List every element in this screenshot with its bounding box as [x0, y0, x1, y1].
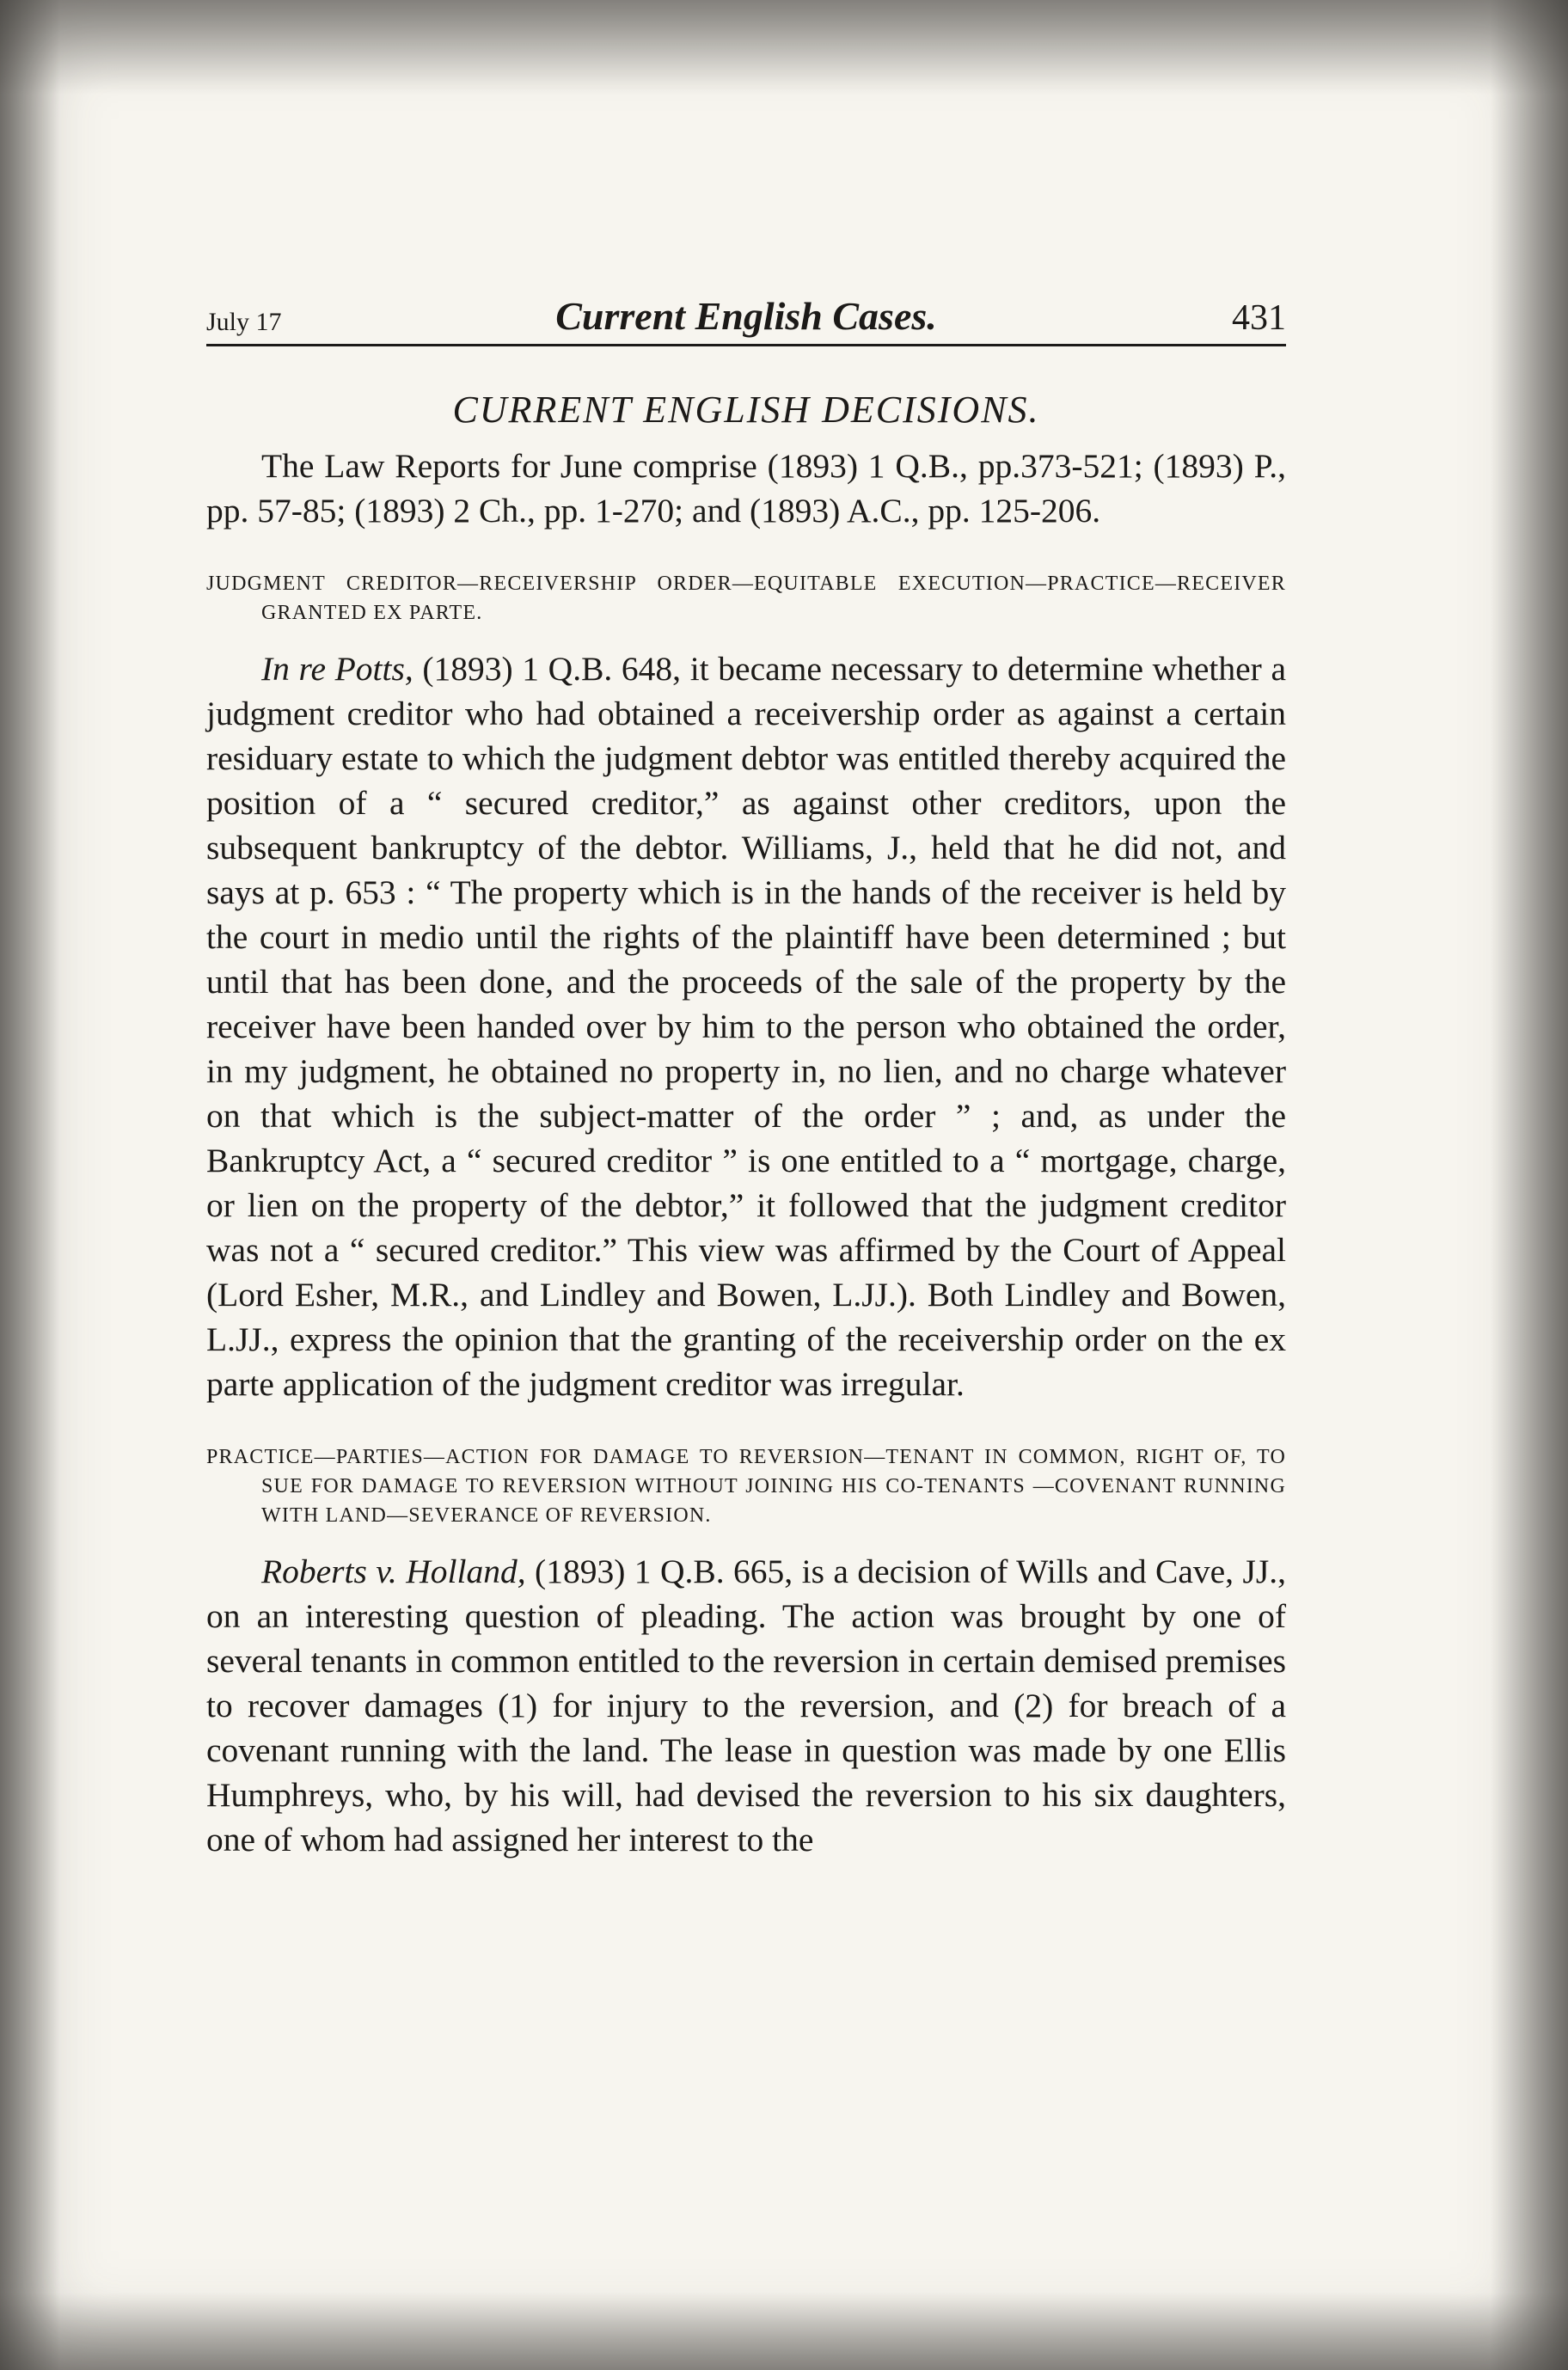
running-head: [206, 275, 1286, 346]
page-number: 431: [1232, 298, 1286, 338]
case-paragraph-2: [206, 1549, 1286, 1862]
scan-edge-bottom: [0, 2293, 1568, 2370]
intro-paragraph: The Law Reports for June comprise (1893) 1 Q.B., pp.373-521; (1893) P., pp. 57-85; (1893) 2 Ch., pp. 1-270; and (1893) A.C., pp. 125-206.: [206, 447, 1286, 530]
running-head-title: Current English Cases.: [555, 294, 937, 338]
case-body-2: (1893) 1 Q.B. 665, is a decision of Wills and Cave, JJ., on an interesting question of pleading. The action was brought by one of several tenants in common entitled to the reversion in certain demised premises to recover damages (1) for injury to the reversion, and (2) for breach of a covenant running with the land. The lease in question was made by one Ellis Humphreys, who, by his will, had devised the reversion to his six daughters, one of whom had assigned her interest to the: [206, 1552, 1286, 1859]
page-content: [206, 275, 1286, 1862]
scan-edge-left: [0, 0, 60, 2370]
running-head-date: July 17: [206, 308, 282, 336]
section-heading: CURRENT ENGLISH DECISIONS.: [452, 389, 1040, 431]
topic-heading-1: JUDGMENT CREDITOR—RECEIVERSHIP ORDER—EQUITABLE EXECUTION—PRACTICE—RECEIVER GRANTED EX PARTE.: [206, 573, 1286, 624]
case-name-2: Roberts v. Holland,: [261, 1552, 526, 1590]
scan-edge-top: [0, 0, 1568, 95]
scan-edge-right: [1491, 0, 1568, 2370]
case-name-1: In re Potts,: [261, 650, 413, 688]
case-paragraph-1: [206, 646, 1286, 1406]
topic-heading-2: PRACTICE—PARTIES—ACTION FOR DAMAGE TO REVERSION—TENANT IN COMMON, RIGHT OF, TO SUE FOR DAMAGE TO REVERSION WITHOUT JOINING HIS CO-TENANTS —COVENANT RUNNING WITH LAND—SEVERANCE OF REVERSION.: [206, 1446, 1286, 1527]
case-body-1: (1893) 1 Q.B. 648, it became necessary to determine whether a judgment creditor who had obtained a receivership order as against a certain residuary estate to which the judgment debtor was entitled thereby acquired the position of a “ secured creditor,” as against other creditors, upon the subsequent bankruptcy of the debtor. Williams, J., held that he did not, and says at p. 653 : “ The property which is in the hands of the receiver is held by the court in medio until the rights of the plaintiff have been determined ; but until that has been done, and the proceeds of the sale of the property by the receiver have been handed over by him to the person who obtained the order, in my judgment, he obtained no property in, no lien, and no charge whatever on that which is the subject-matter of the order ” ; and, as under the Bankruptcy Act, a “ secured creditor ” is one entitled to a “ mortgage, charge, or lien on the property of the debtor,” it followed that the judgment creditor was not a “ secured creditor.” This view was affirmed by the Court of Appeal (Lord Esher, M.R., and Lindley and Bowen, L.JJ.). Both Lindley and Bowen, L.JJ., express the opinion that the granting of the receivership order on the ex parte application of the judgment creditor was irregular.: [206, 650, 1287, 1403]
